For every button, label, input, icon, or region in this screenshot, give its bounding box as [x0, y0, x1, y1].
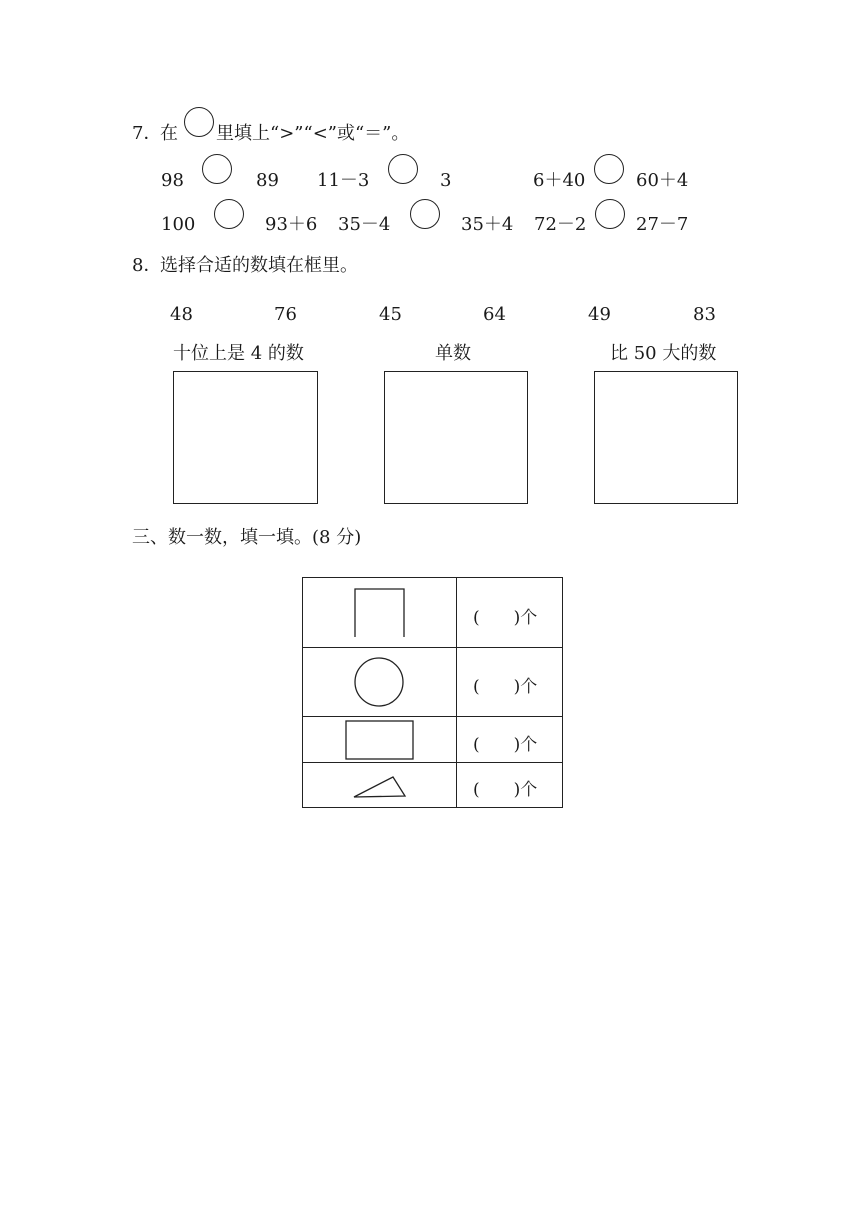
box-label-odd: 单数 — [435, 343, 471, 364]
answer-box-odd[interactable] — [384, 371, 528, 504]
blank-circle-icon — [184, 107, 214, 137]
answer-box-greater-than-50[interactable] — [594, 371, 738, 504]
comparison-right: 89 — [256, 170, 279, 191]
count-answer-blank[interactable]: ( )个 — [473, 677, 538, 697]
comparison-blank-circle[interactable] — [214, 199, 244, 229]
section-3-title: 三、数一数，填一填。(8 分) — [132, 527, 362, 548]
comparison-blank-circle[interactable] — [594, 154, 624, 184]
triangle-icon — [353, 775, 409, 801]
comparison-blank-circle[interactable] — [410, 199, 440, 229]
shape-count-table — [302, 577, 563, 808]
table-row — [303, 648, 562, 717]
candidate-number[interactable]: 76 — [274, 304, 297, 325]
comparison-blank-circle[interactable] — [388, 154, 418, 184]
comparison-right: 27－7 — [636, 214, 689, 235]
comparison-right: 3 — [440, 170, 452, 191]
candidate-number[interactable]: 48 — [170, 304, 193, 325]
comparison-left: 35－4 — [338, 214, 391, 235]
count-answer-blank[interactable]: ( )个 — [473, 780, 538, 800]
question-7-number: 7． — [132, 123, 162, 144]
comparison-blank-circle[interactable] — [202, 154, 232, 184]
question-7-prompt-end: 里填上“>”“<”或“＝”。 — [216, 123, 410, 144]
rectangle-icon — [345, 720, 415, 762]
candidate-number[interactable]: 83 — [693, 304, 716, 325]
count-answer-blank[interactable]: ( )个 — [473, 608, 538, 628]
count-answer-blank[interactable]: ( )个 — [473, 735, 538, 755]
answer-box-tens-digit[interactable] — [173, 371, 318, 504]
circle-icon — [353, 656, 405, 708]
question-8-number: 8． — [132, 255, 162, 276]
candidate-number[interactable]: 64 — [483, 304, 506, 325]
comparison-left: 98 — [161, 170, 184, 191]
box-label-greater-than-50: 比 50 大的数 — [610, 343, 717, 364]
question-8-prompt: 选择合适的数填在框里。 — [160, 255, 358, 276]
candidate-number[interactable]: 49 — [588, 304, 611, 325]
table-row — [303, 763, 562, 807]
question-7-prompt-start: 在 — [160, 123, 178, 144]
candidate-number[interactable]: 45 — [379, 304, 402, 325]
table-row — [303, 717, 562, 763]
comparison-right: 93＋6 — [265, 214, 318, 235]
comparison-left: 11－3 — [317, 170, 370, 191]
box-label-tens-digit: 十位上是 4 的数 — [173, 343, 304, 364]
open-rectangle-icon — [353, 587, 405, 639]
comparison-left: 100 — [161, 214, 196, 235]
comparison-right: 60＋4 — [636, 170, 689, 191]
comparison-right: 35＋4 — [461, 214, 514, 235]
comparison-left: 6＋40 — [533, 170, 586, 191]
comparison-blank-circle[interactable] — [595, 199, 625, 229]
table-row — [303, 578, 562, 648]
comparison-left: 72－2 — [534, 214, 587, 235]
